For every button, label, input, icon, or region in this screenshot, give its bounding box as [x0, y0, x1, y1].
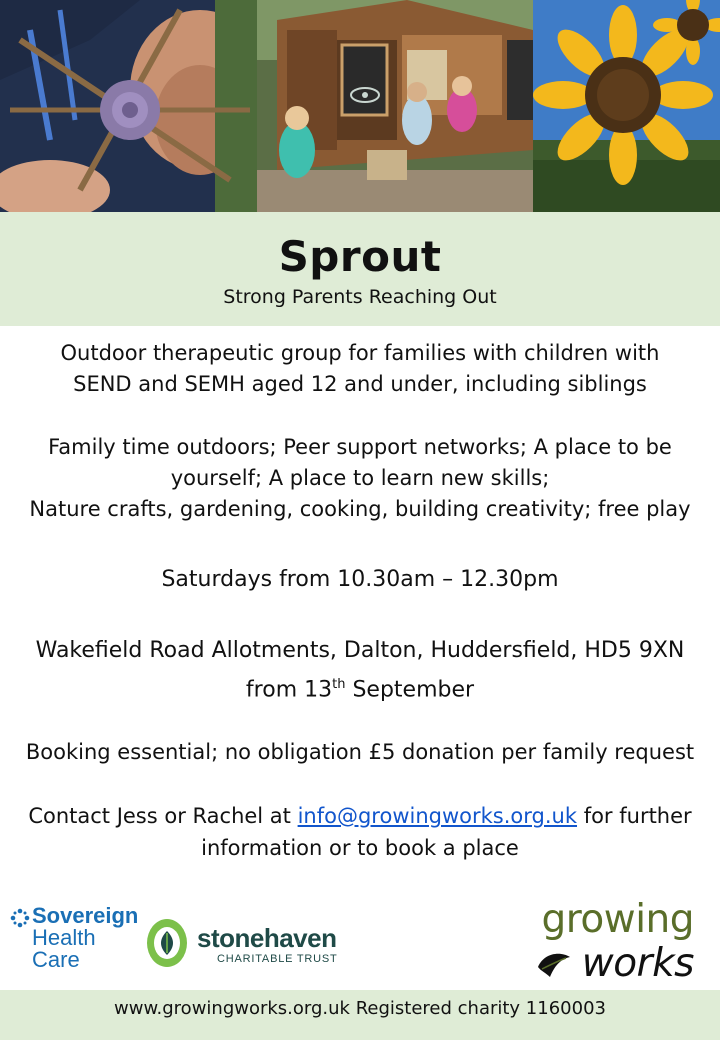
title-band	[0, 212, 720, 326]
schedule-text: Saturdays from 10.30am – 12.30pm	[161, 567, 559, 592]
location-line: Wakefield Road Allotments, Dalton, Huddersfield, HD5 9XN	[35, 638, 685, 663]
photo-strip	[0, 0, 720, 212]
start-date-line	[0, 668, 720, 707]
stonehaven-name: stonehaven	[197, 923, 337, 953]
growing-works-leaf-icon	[536, 947, 572, 981]
email-link[interactable]: info@growingworks.org.uk	[297, 804, 578, 828]
intro-line-1: Outdoor therapeutic group for families with children with	[60, 341, 660, 365]
page-subtitle: Strong Parents Reaching Out	[223, 286, 497, 308]
footer-text: www.growingworks.org.uk Registered charity 1160003	[114, 998, 606, 1019]
sovereign-word: Sovereign	[32, 903, 139, 928]
contact-suffix: for further	[577, 804, 692, 828]
contact-line-2: information or to book a place	[201, 836, 519, 860]
growing-works-logo	[530, 897, 710, 987]
stonehaven-leaf-icon	[145, 917, 189, 969]
activities-text	[0, 432, 720, 525]
start-prefix: from 13	[245, 677, 333, 703]
intro-text	[0, 338, 720, 400]
photo-sunflower	[533, 0, 720, 212]
footer-bar	[0, 990, 720, 1040]
contact-text	[0, 800, 720, 864]
photo-playhouse	[257, 0, 533, 212]
stonehaven-subtitle: CHARITABLE TRUST	[217, 953, 338, 965]
sovereign-star-icon	[10, 908, 30, 928]
booking-text: Booking essential; no obligation £5 donation per family request	[25, 740, 695, 764]
activities-line-3: Nature crafts, gardening, cooking, building creativity; free play	[29, 497, 691, 521]
care-word: Care	[32, 947, 80, 972]
location-text	[0, 634, 720, 707]
sovereign-text	[32, 905, 138, 971]
health-word: Health	[32, 925, 96, 950]
activities-line-1: Family time outdoors; Peer support networks; A place to be	[48, 435, 672, 459]
growing-word: growing	[541, 897, 694, 942]
start-sup: th	[332, 677, 346, 692]
page-title: Sprout	[278, 232, 442, 281]
contact-line-1	[0, 800, 720, 832]
intro-line-2: SEND and SEMH aged 12 and under, including siblings	[73, 372, 647, 396]
stonehaven-logo	[145, 917, 365, 977]
sponsor-logos	[0, 895, 720, 990]
sovereign-health-care-logo	[10, 905, 140, 975]
works-word: works	[581, 941, 694, 986]
activities-line-2: yourself; A place to learn new skills;	[170, 466, 550, 490]
start-suffix: September	[345, 677, 475, 703]
photo-weaving	[0, 0, 257, 212]
contact-prefix: Contact Jess or Rachel at	[28, 804, 298, 828]
